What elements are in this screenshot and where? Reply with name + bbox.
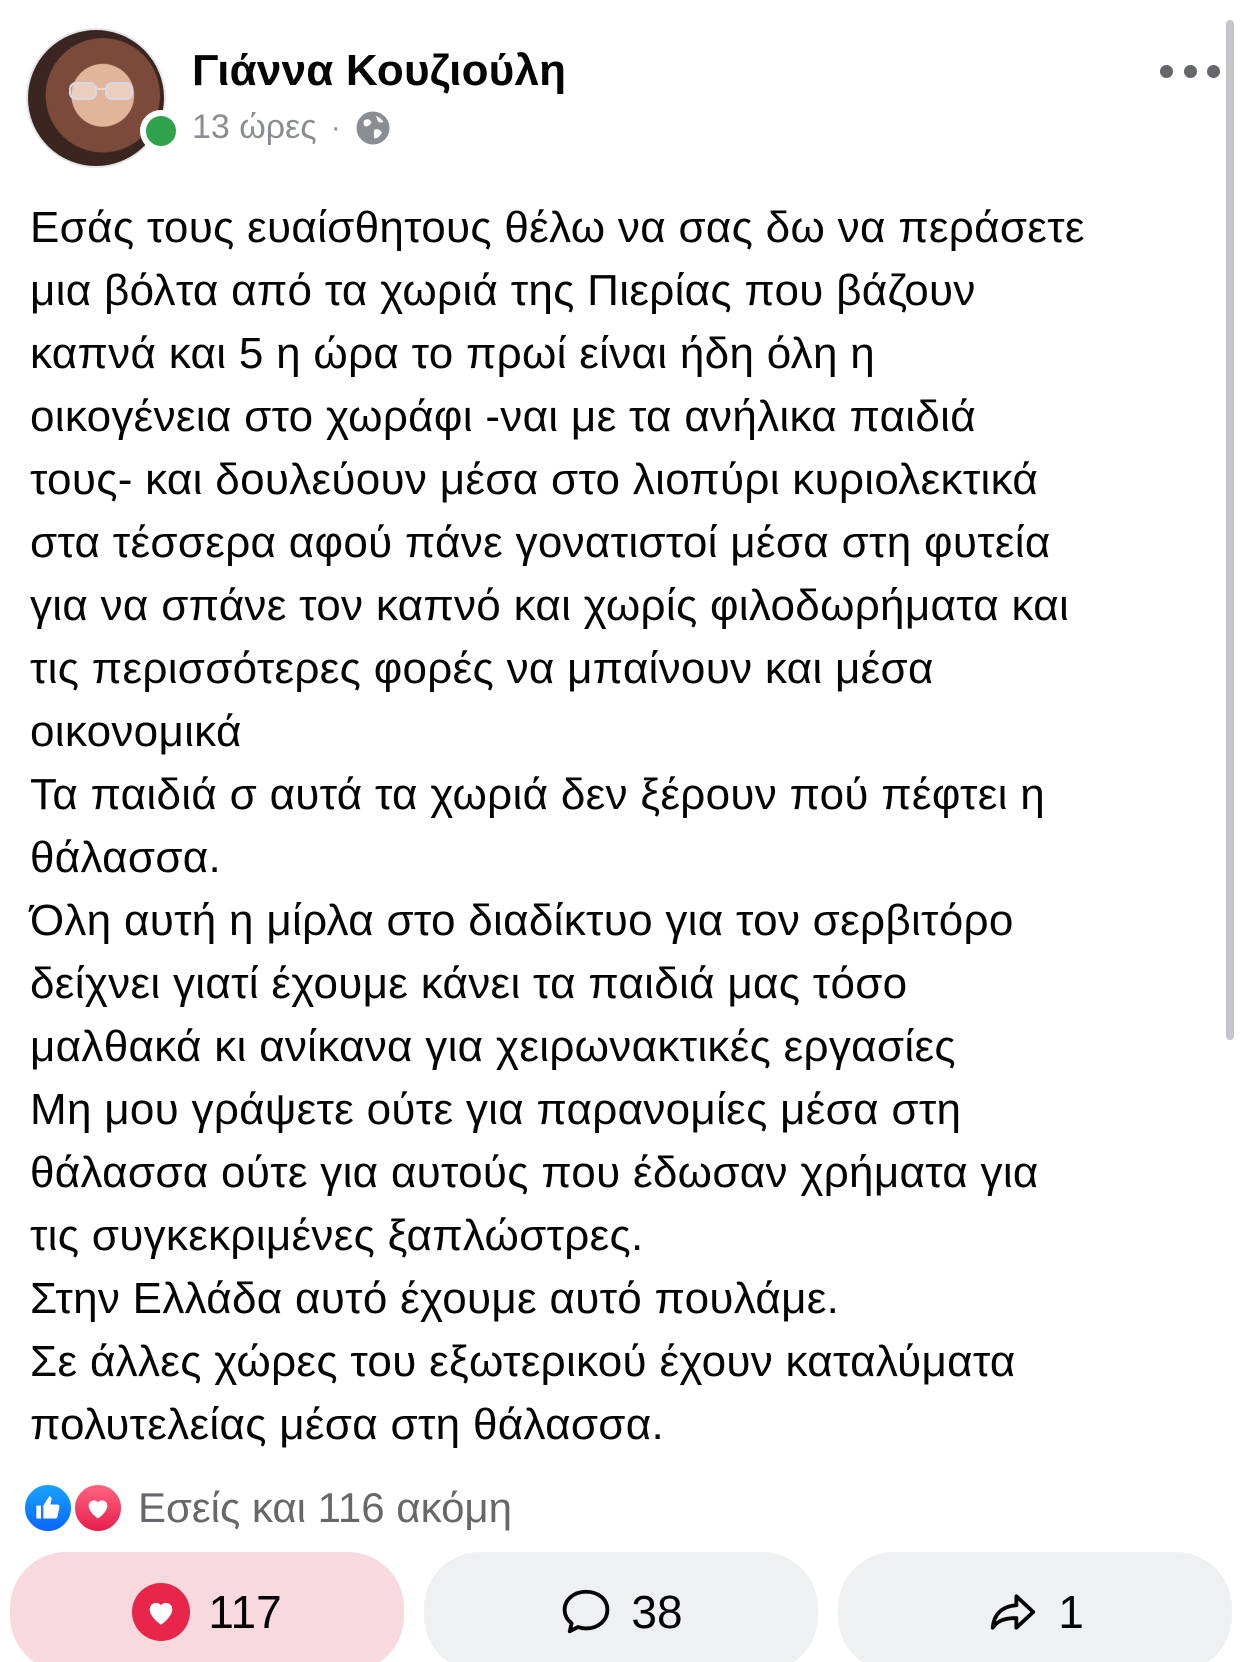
- avatar-glasses-graphic: [68, 80, 134, 104]
- online-status-dot: [140, 110, 182, 152]
- post-text-line: θάλασσα ούτε για αυτούς που έδωσαν χρήματα για: [30, 1148, 1039, 1197]
- share-icon: [986, 1585, 1040, 1639]
- post-text-line: στα τέσσερα αφού πάνε γονατιστοί μέσα στη φυτεία: [30, 518, 1051, 567]
- post-text-line: Στην Ελλάδα αυτό έχουμε αυτό πουλάμε.: [30, 1274, 840, 1323]
- post-text-line: Τα παιδιά σ αυτά τα χωριά δεν ξέρουν πού πέφτει η: [30, 770, 1046, 819]
- post-text-line: θάλασσα.: [30, 833, 222, 882]
- like-icon: [22, 1482, 74, 1534]
- post-text-line: Εσάς τους ευαίσθητους θέλω να σας δω να περάσετε: [30, 203, 1085, 252]
- comment-count: 38: [631, 1586, 683, 1638]
- post-text-line: Όλη αυτή η μίρλα στο διαδίκτυο για τον σερβιτόρο: [30, 896, 1014, 945]
- author-avatar[interactable]: [26, 28, 166, 168]
- love-count: 117: [208, 1586, 282, 1638]
- post-text-line: τις συγκεκριμένες ξαπλώστρες.: [30, 1211, 644, 1260]
- comment-icon: [559, 1585, 613, 1639]
- post-text-line: μια βόλτα από τα χωριά της Πιερίας που βάζουν: [30, 266, 976, 315]
- post-actions: [10, 1552, 1232, 1662]
- comment-button[interactable]: [424, 1552, 818, 1662]
- post-text: [30, 196, 1215, 1456]
- post-text-line: για να σπάνε τον καπνό και χωρίς φιλοδωρήματα και: [30, 581, 1070, 630]
- reaction-icons: [22, 1482, 126, 1534]
- more-options-icon[interactable]: [1160, 56, 1220, 86]
- post-text-line: πολυτελείας μέσα στη θάλασσα.: [30, 1400, 665, 1449]
- globe-icon[interactable]: [355, 110, 391, 146]
- post-text-line: δείχνει γιατί έχουμε κάνει τα παιδιά μας τόσο: [30, 959, 908, 1008]
- share-count: 1: [1058, 1586, 1084, 1638]
- post-text-line: Σε άλλες χώρες του εξωτερικού έχουν καταλύματα: [30, 1337, 1016, 1386]
- post-time[interactable]: 13 ώρες: [192, 108, 317, 146]
- post-text-line: τους- και δουλεύουν μέσα στο λιοπύρι κυριολεκτικά: [30, 455, 1039, 504]
- post-text-line: καπνά και 5 η ώρα το πρωί είναι ήδη όλη η: [30, 329, 876, 378]
- post-meta: [192, 108, 391, 147]
- heart-icon: [132, 1583, 190, 1641]
- love-reaction-button[interactable]: [10, 1552, 404, 1662]
- reactions-bar[interactable]: [22, 1482, 512, 1534]
- meta-separator: ·: [330, 110, 341, 144]
- love-icon: [72, 1482, 124, 1534]
- scrollbar[interactable]: [1226, 20, 1234, 1040]
- post-text-line: μαλθακά κι ανίκανα για χειρωνακτικές εργασίες: [30, 1022, 956, 1071]
- post-text-line: Μη μου γράψετε ούτε για παρανομίες μέσα στη: [30, 1085, 962, 1134]
- more-dot: [1160, 65, 1173, 78]
- post-text-line: οικογένεια στο χωράφι -ναι με τα ανήλικα παιδιά: [30, 392, 976, 441]
- reactions-summary[interactable]: Εσείς και 116 ακόμη: [138, 1484, 512, 1531]
- post-text-line: τις περισσότερες φορές να μπαίνουν και μέσα: [30, 644, 934, 693]
- share-button[interactable]: [838, 1552, 1232, 1662]
- post-text-line: οικονομικά: [30, 707, 242, 756]
- author-name[interactable]: Γιάννα Κουζιούλη: [192, 46, 567, 95]
- more-dot: [1207, 65, 1220, 78]
- more-dot: [1184, 65, 1197, 78]
